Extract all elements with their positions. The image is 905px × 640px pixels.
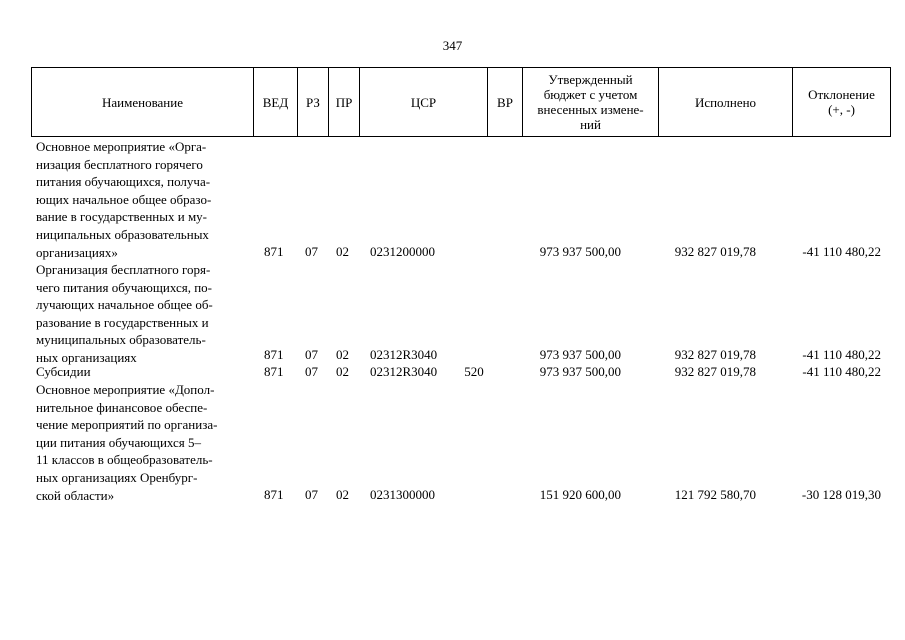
row-csr: 02312R3040 (370, 364, 438, 379)
table-header (31, 67, 891, 137)
header-pr: ПР (329, 68, 360, 136)
row-ved: 871 (264, 487, 284, 502)
row-deviation: -30 128 019,30 (801, 487, 881, 502)
header-ved: ВЕД (254, 68, 298, 136)
row-deviation: -41 110 480,22 (802, 244, 881, 259)
row-vr: 520 (464, 364, 484, 379)
row-name: Основное мероприятие «Орга- низация бесплатного горячего питания обучающихся, получа- ющих начальное общее образо- вание в государственных и му- ниципальных образовательных организациях» (36, 139, 212, 260)
row-pr: 02 (336, 487, 349, 502)
header-executed: Исполнено (659, 68, 793, 136)
header-deviation: Отклонение (+, -) (808, 87, 875, 117)
row-ved: 871 (264, 347, 284, 362)
row-pr: 02 (336, 364, 349, 379)
page-number: 347 (442, 38, 463, 53)
row-ved: 871 (264, 244, 284, 259)
header-name: Наименование (32, 68, 254, 136)
row-csr: 0231200000 (370, 244, 435, 259)
row-ved: 871 (264, 364, 284, 379)
row-name: Субсидии (36, 364, 91, 379)
row-rz: 07 (305, 364, 318, 379)
header-vr: ВР (488, 68, 523, 136)
row-name: Организация бесплатного горя- чего питания обучающихся, по- лучающих начальное общее об- разование в государственных и муниципальных образователь- ных организациях (36, 262, 213, 365)
row-budget: 973 937 500,00 (539, 347, 621, 362)
row-budget: 973 937 500,00 (539, 244, 621, 259)
row-csr: 0231300000 (370, 487, 435, 502)
row-deviation: -41 110 480,22 (802, 347, 881, 362)
header-rz: РЗ (298, 68, 329, 136)
row-name: Основное мероприятие «Допол- нительное финансовое обеспе- чение мероприятий по организа- ции питания обучающихся 5– 11 классов в общеобразователь- ных организациях Оренбург- ской области» (36, 382, 218, 503)
row-deviation: -41 110 480,22 (802, 364, 881, 379)
row-executed: 932 827 019,78 (674, 244, 756, 259)
row-budget: 151 920 600,00 (539, 487, 621, 502)
row-rz: 07 (305, 487, 318, 502)
row-executed: 121 792 580,70 (674, 487, 756, 502)
row-pr: 02 (336, 347, 349, 362)
row-executed: 932 827 019,78 (674, 347, 756, 362)
header-budget: Утвержденный бюджет с учетом внесенных измене- ний (523, 68, 659, 136)
header-csr: ЦСР (360, 68, 488, 136)
row-budget: 973 937 500,00 (539, 364, 621, 379)
row-csr: 02312R3040 (370, 347, 438, 362)
row-rz: 07 (305, 347, 318, 362)
row-pr: 02 (336, 244, 349, 259)
row-rz: 07 (305, 244, 318, 259)
row-executed: 932 827 019,78 (674, 364, 756, 379)
